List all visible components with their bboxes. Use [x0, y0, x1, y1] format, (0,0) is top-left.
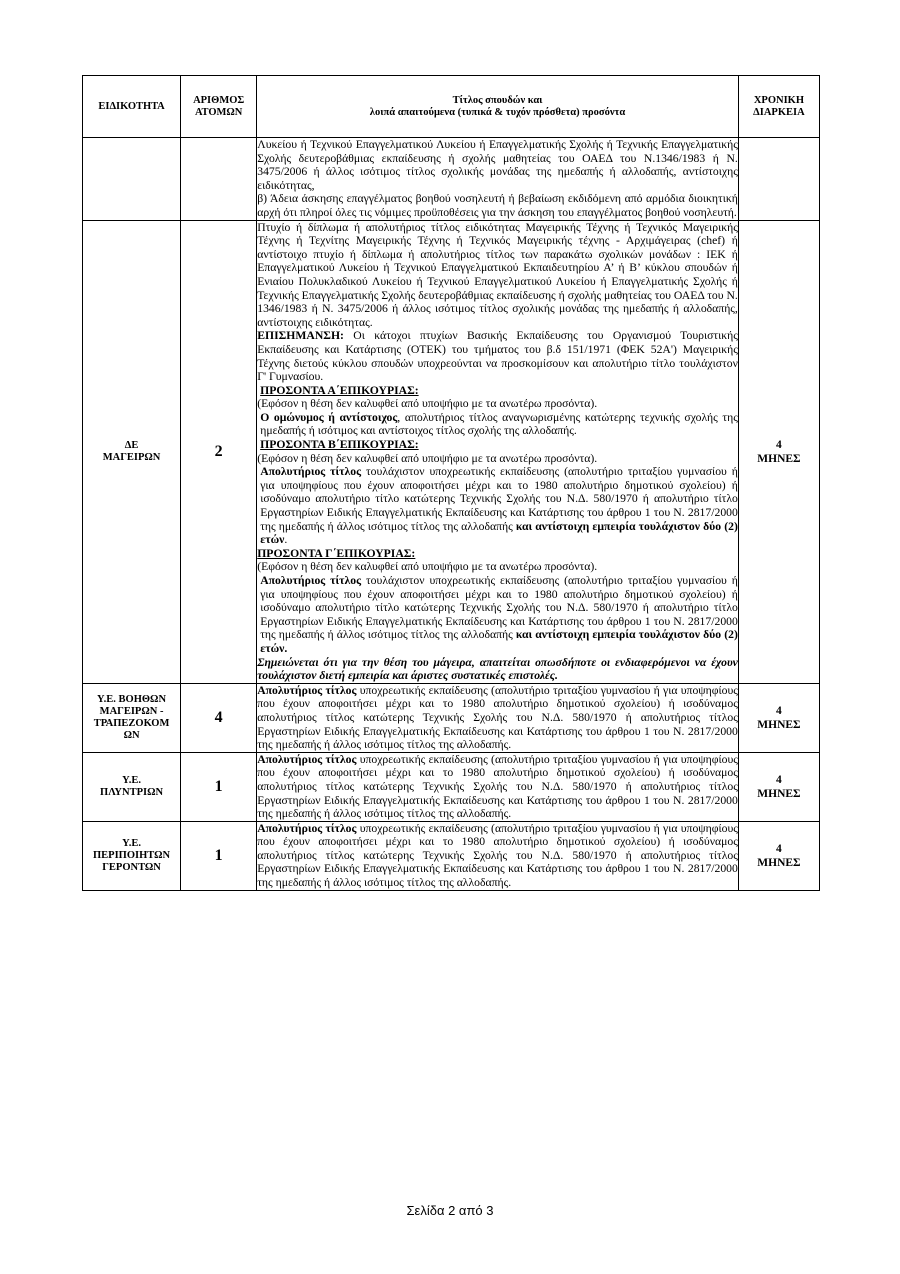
qualifications-cell: [257, 683, 739, 752]
qualifications-cell: [257, 138, 739, 221]
duration-cell: 4 ΜΗΝΕΣ: [738, 821, 819, 890]
count-cell: [181, 138, 257, 221]
duration-cell: 4 ΜΗΝΕΣ: [738, 683, 819, 752]
duration-cell: [738, 138, 819, 221]
qualification-text: Πτυχίο ή δίπλωμα ή απολυτήριος τίτλος ειδικότητας Μαγειρικής Τέχνης ή Τεχνικός Μαγειρικής Τέχνης ή Τεχνίτης Μαγειρικής Τέχνης ή Τεχνικός Μαγειρικής τέχνης - Αρχιμάγειρας (chef) ή αντίστοιχο πτυχίο ή δίπλωμα ή απολυτήριος τίτλος των παρακάτω σχολικών μονάδων : ΙΕΚ ή Επαγγελματικού Λυκείου ή Τεχνικού Επαγγελματικού Εκπαιδευτηρίου Α’ ή Β’ κύκλου σπουδών ή Ενιαίου Πολυκλαδικού Λυκείου ή Τεχνικού Επαγγελματικού Λυκείου ή Επαγγελματικής Σχολής ή Τεχνικής Επαγγελματικής Σχολής δευτεροβάθμιας εκπαίδευσης ή σχολής μαθητείας του ΟΑΕΔ του Ν. 1346/1983 ή Ν. 3475/2006 ή άλλος ισότιμος τίτλος σχολικής μονάδας της ημεδαπής ή αλλοδαπής, αντίστοιχης ειδικότητας.: [257, 220, 738, 329]
qualifications-cell: [257, 752, 739, 821]
header-title: Τίτλος σπουδών και λοιπά απαιτούμενα (τυπικά & τυχόν πρόσθετα) προσόντα: [257, 76, 739, 138]
count-cell: 4: [181, 683, 257, 752]
qualification-text: β) Άδεια άσκησης επαγγέλματος βοηθού νοσηλευτή ή βεβαίωση εκδιδόμενη από αρμόδια διοικητική αρχή ότι πληροί όλες τις νόμιμες προϋποθέσεις για την άσκηση του επαγγέλματος βοηθού νοσηλευτή.: [257, 192, 738, 219]
duration-cell: 4 ΜΗΝΕΣ: [738, 220, 819, 683]
table-row-helpers: [83, 683, 820, 752]
count-cell: 2: [181, 220, 257, 683]
specialty-cell: Υ.Ε. ΠΛΥΝΤΡΙΩΝ: [83, 752, 181, 821]
subheading-a: ΠΡΟΣΟΝΤΑ Α΄ΕΠΙΚΟΥΡΙΑΣ:: [260, 383, 419, 397]
specialty-cell: ΔΕ ΜΑΓΕΙΡΩΝ: [83, 220, 181, 683]
header-specialty: ΕΙΔΙΚΟΤΗΤΑ: [83, 76, 181, 138]
condition-text: (Εφόσον η θέση δεν καλυφθεί από υποψήφιο με τα ανωτέρω προσόντα).: [257, 397, 598, 411]
condition-text: (Εφόσον η θέση δεν καλυφθεί από υποψήφιο με τα ανωτέρω προσόντα).: [257, 560, 598, 574]
count-cell: 1: [181, 752, 257, 821]
header-count: ΑΡΙΘΜΟΣ ΑΤΟΜΩΝ: [181, 76, 257, 138]
count-cell: 1: [181, 821, 257, 890]
table-row-laundry: [83, 752, 820, 821]
table-row-continuation: [83, 138, 820, 221]
specialty-cell: Υ.Ε. ΒΟΗΘΩΝ ΜΑΓΕΙΡΩΝ - ΤΡΑΠΕΖΟΚΟΜ ΩΝ: [83, 683, 181, 752]
remark-text: Σημειώνεται ότι για την θέση του μάγειρα, απαιτείται οπωσδήποτε οι ενδιαφερόμενοι να έχουν τουλάχιστον διετή εμπειρία και άριστες συστατικές επιστολές.: [257, 655, 738, 683]
qualification-text: Ο ομώνυμος ή αντίστοιχος, απολυτήριος τίτλος αναγνωρισμένης κατώτερης τεχνικής σχολής της ημεδαπής ή ισότιμος και αντίστοιχος τίτλος σχολής της αλλοδαπής.: [260, 410, 738, 438]
note-paragraph: ΕΠΙΣΗΜΑΝΣΗ: Οι κάτοχοι πτυχίων Βασικής Εκπαίδευσης του Οργανισμού Τουριστικής Εκπαίδευσης και Κατάρτισης (ΟΤΕΚ) του τμήματος του β.δ 151/1971 (ΦΕΚ 52Α') Μαγειρικής Τέχνης διετούς κύκλου σπουδών υποχρεούνται να προσκομίσουν και απολυτήριο τίτλο τουλάχιστον Γ' Γυμνασίου.: [257, 329, 738, 384]
subheading-c: ΠΡΟΣΟΝΤΑ Γ΄ΕΠΙΚΟΥΡΙΑΣ:: [257, 546, 416, 560]
qualification-text: Απολυτήριος τίτλος υποχρεωτικής εκπαίδευσης (απολυτήριο τριταξίου γυμνασίου ή για υποψηφίους που έχουν αποφοιτήσει μέχρι και το 1980 απολυτήριο δημοτικού σχολείου) ή ισοδύναμος απολυτήριος τίτλος κατώτερης Τεχνικής Σχολής του Ν.Δ. 580/1970 ή απολυτήριος τίτλος Εργαστηρίων Ειδικής Επαγγελματικής Εκπαίδευσης και Κατάρτισης του άρθρου 1 του Ν. 2817/2000 της ημεδαπής ή άλλος ισότιμος τίτλος της αλλοδαπής.: [257, 752, 738, 821]
specialty-cell: Υ.Ε. ΠΕΡΙΠΟΙΗΤΩΝ ΓΕΡΟΝΤΩΝ: [83, 821, 181, 890]
duration-cell: 4 ΜΗΝΕΣ: [738, 752, 819, 821]
qualification-text: Λυκείου ή Τεχνικού Επαγγελματικού Λυκείου ή Επαγγελματικής Σχολής ή Τεχνικής Επαγγελματικής Σχολής δευτεροβάθμιας εκπαίδευσης ή σχολής μαθητείας του ΟΑΕΔ του Ν.1346/1983 ή Ν. 3475/2006 ή άλλος ισότιμος τίτλος σχολικής μονάδας της ημεδαπής ή αλλοδαπής, αντίστοιχης ειδικότητας,: [257, 138, 738, 192]
specialty-cell: [83, 138, 181, 221]
page-number: Σελίδα 2 από 3: [406, 1203, 494, 1218]
qualifications-cell: [257, 220, 739, 683]
header-duration: ΧΡΟΝΙΚΗ ΔΙΑΡΚΕΙΑ: [738, 76, 819, 138]
table-row-elderly-care: [83, 821, 820, 890]
qualification-text: Απολυτήριος τίτλος υποχρεωτικής εκπαίδευσης (απολυτήριο τριταξίου γυμνασίου ή για υποψηφίους που έχουν αποφοιτήσει μέχρι και το 1980 απολυτήριο δημοτικού σχολείου) ή ισοδύναμος απολυτήριος τίτλος κατώτερης Τεχνικής Σχολής του Ν.Δ. 580/1970 ή απολυτήριος τίτλος Εργαστηρίων Ειδικής Επαγγελματικής Εκπαίδευσης και Κατάρτισης του άρθρου 1 του Ν. 2817/2000 της ημεδαπής ή άλλος ισότιμος τίτλος της αλλοδαπής.: [257, 821, 738, 890]
qualifications-cell: [257, 821, 739, 890]
table-row-cooks: [83, 220, 820, 683]
positions-table: [82, 75, 820, 891]
qualification-text: Απολυτήριος τίτλος τουλάχιστον υποχρεωτικής εκπαίδευσης (απολυτήριο τριταξίου γυμνασίου ή για υποψηφίους που έχουν αποφοιτήσει μέχρι και το 1980 απολυτήριο δημοτικού σχολείου) ή ισοδύναμο απολυτήριο τίτλο κατώτερης Τεχνικής Σχολής του Ν.Δ. 580/1970 ή απολυτήριο τίτλο Εργαστηρίων Ειδικής Επαγγελματικής Εκπαίδευσης και Κατάρτισης του άρθρου 1 του Ν. 2817/2000 της ημεδαπής ή άλλος ισότιμος τίτλος της αλλοδαπής και αντίστοιχη εμπειρία τουλάχιστον δύο (2) ετών.: [260, 574, 738, 655]
qualification-text: Απολυτήριος τίτλος υποχρεωτικής εκπαίδευσης (απολυτήριο τριταξίου γυμνασίου ή για υποψηφίους που έχουν αποφοιτήσει μέχρι και το 1980 απολυτήριο δημοτικού σχολείου) ή ισοδύναμος απολυτήριος τίτλος κατώτερης Τεχνικής Σχολής του Ν.Δ. 580/1970 ή απολυτήριος τίτλος Εργαστηρίων Ειδικής Επαγγελματικής Εκπαίδευσης και Κατάρτισης του άρθρου 1 του Ν. 2817/2000 της ημεδαπής ή άλλος ισότιμος τίτλος της αλλοδαπής.: [257, 683, 738, 752]
subheading-b: ΠΡΟΣΟΝΤΑ Β΄ΕΠΙΚΟΥΡΙΑΣ:: [260, 438, 419, 452]
note-label: ΕΠΙΣΗΜΑΝΣΗ:: [257, 329, 344, 343]
table-header-row: [83, 76, 820, 138]
qualification-text: Απολυτήριος τίτλος τουλάχιστον υποχρεωτικής εκπαίδευσης (απολυτήριο τριταξίου γυμνασίου ή για υποψηφίους που έχουν αποφοιτήσει μέχρι και το 1980 απολυτήριο δημοτικού σχολείου) ή ισοδύναμο απολυτήριο τίτλο κατώτερης Τεχνικής Σχολής του Ν.Δ. 580/1970 ή απολυτήριο τίτλο Εργαστηρίων Ειδικής Επαγγελματικής Εκπαίδευσης και Κατάρτισης του άρθρου 1 του Ν. 2817/2000 της ημεδαπής ή άλλος ισότιμος τίτλος της αλλοδαπής και αντίστοιχη εμπειρία τουλάχιστον δύο (2) ετών.: [260, 465, 738, 547]
condition-text: (Εφόσον η θέση δεν καλυφθεί από υποψήφιο με τα ανωτέρω προσόντα).: [257, 451, 598, 465]
